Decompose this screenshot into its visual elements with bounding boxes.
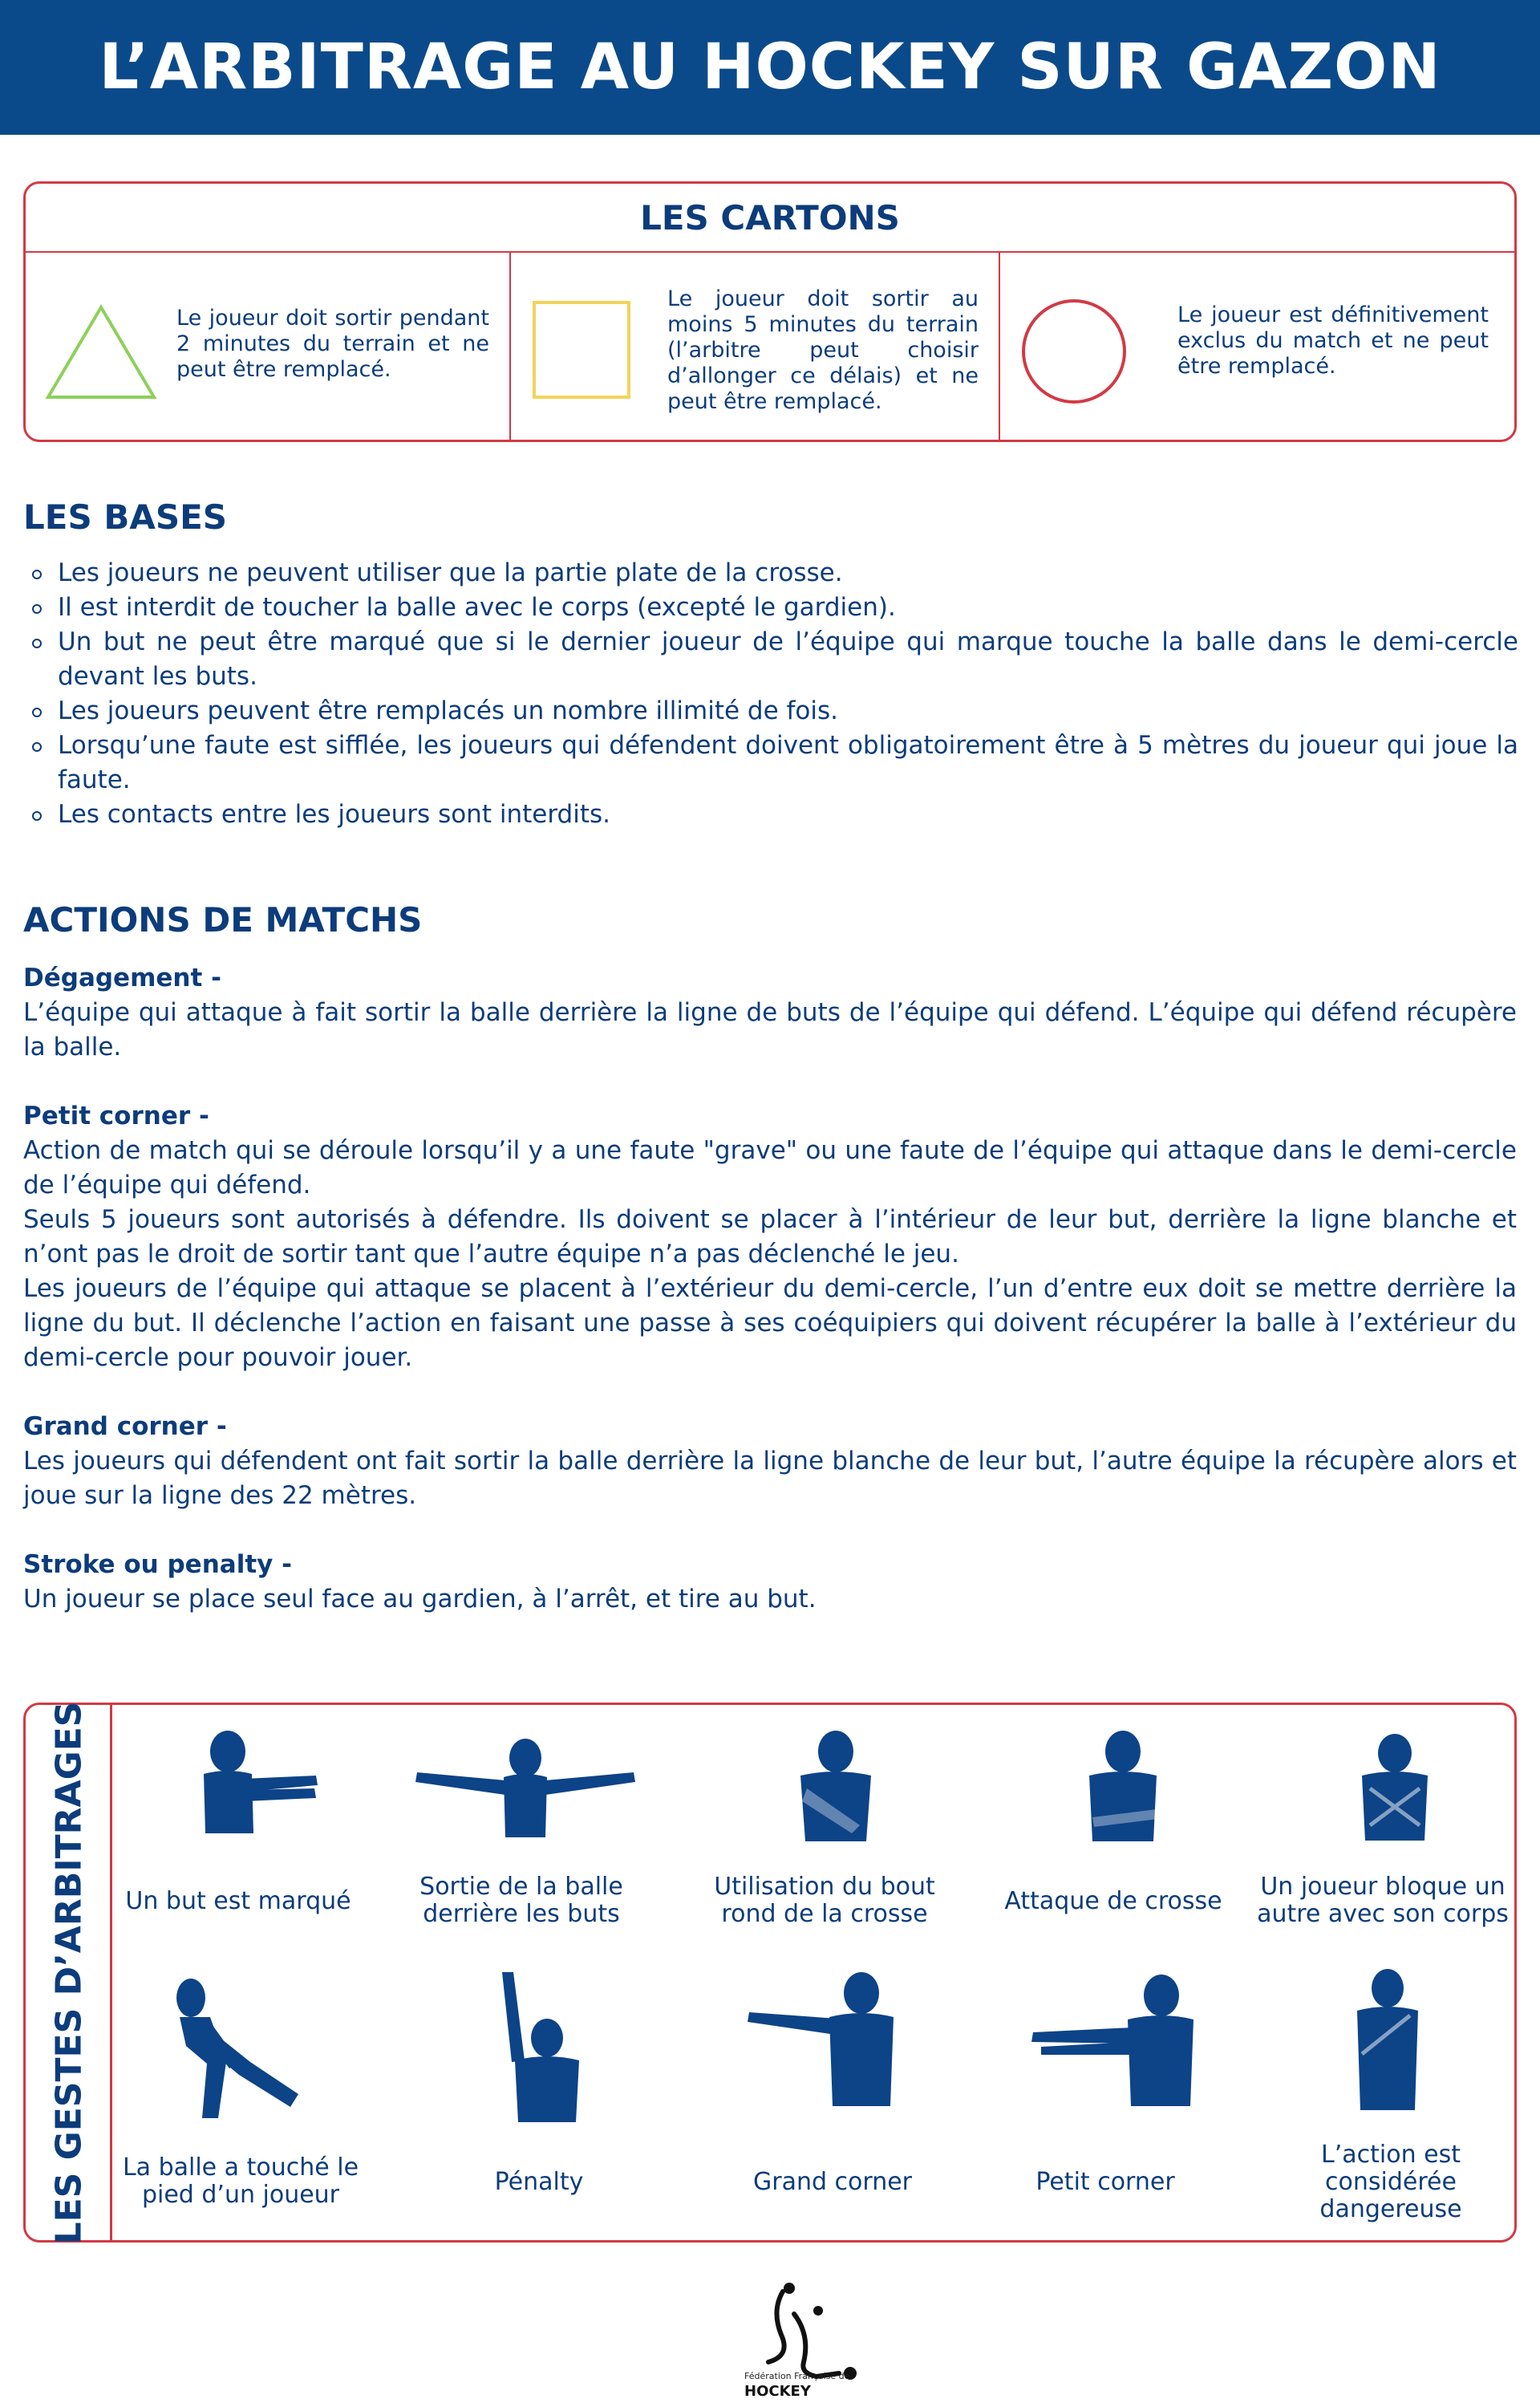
- bases-title: LES BASES: [23, 497, 228, 537]
- gesture-caption: dangereuse: [1319, 2195, 1462, 2223]
- bullet-icon: [32, 811, 42, 821]
- action-petit-corner: Petit corner - Action de match qui se déroule lorsqu’il y a une faute "grave" ou une faute de l’équipe qui attaque dans le demi-cercle de l’équipe qui défend. Seuls 5 joueurs sont autorisés à défendre. Ils doivent se placer à l’intérieur de leur but, derrière la ligne blanche et n’ont pas le droit de sortir tant que l’autre équipe n’a pas déclenché le jeu. Les joueurs de l’équipe qui attaque se placent à l’extérieur du demi-cercle, l’un d’entre eux doit se mettre derrière la ligne du but. Il déclenche l’action en faisant une passe à ses coéquipiers qui doivent récupérer la balle à l’extérieur du demi-cercle pour pouvoir jouer.: [23, 1102, 1517, 1372]
- list-item: Lorsqu’une faute est sifflée, les joueurs qui défendent doivent obligatoirement être à 5 mètres du joueur qui joue la faute.: [30, 729, 1518, 798]
- arms-crossed-low-icon: [1060, 1729, 1181, 1849]
- gesture-caption: derrière les buts: [423, 1900, 620, 1928]
- bullet-icon: [32, 570, 42, 579]
- arms-forward-icon: [164, 1729, 324, 1841]
- red-circle-icon: [1020, 298, 1128, 405]
- gesture-caption: Utilisation du bout: [714, 1873, 935, 1901]
- arm-side-point-icon: [741, 1966, 918, 2118]
- list-item: Les contacts entre les joueurs sont interdits.: [30, 798, 1518, 832]
- gesture-caption: Un joueur bloque un: [1260, 1873, 1506, 1901]
- card-text-yellow: Le joueur doit sortir au moins 5 minutes du terrain (l’arbitre peut choisir d’allonger ce délais) et ne peut être remplacé.: [667, 286, 979, 414]
- list-item: Il est interdit de toucher la balle avec le corps (excepté le gardien).: [30, 591, 1518, 625]
- gesture-caption: rond de la crosse: [721, 1900, 928, 1928]
- card-text-green: Le joueur doit sortir pendant 2 minutes du terrain et ne peut être remplacé.: [176, 306, 489, 382]
- arms-crossed-chest-icon: [1335, 1732, 1455, 1845]
- gestures-side: [26, 1701, 112, 2244]
- list-item: Les joueurs ne peuvent utiliser que la partie plate de la crosse.: [30, 556, 1518, 591]
- action-grand-corner: Grand corner - Les joueurs qui défendent ont fait sortir la balle derrière la ligne blanche de leur but, l’autre équipe la récupère alors et joue sur la ligne des 22 mètres.: [23, 1412, 1517, 1510]
- bullet-icon: [32, 604, 42, 614]
- bullet-icon: [32, 708, 42, 717]
- gesture-caption: pied d’un joueur: [141, 2181, 340, 2209]
- cards-title: LES CARTONS: [26, 184, 1514, 253]
- cards-box: [23, 181, 1517, 442]
- divider: [509, 253, 511, 442]
- bullet-icon: [32, 639, 42, 648]
- arm-raised-icon: [483, 1966, 595, 2126]
- forearm-across-shoulder-icon: [1330, 1966, 1442, 2118]
- action-stroke: Stroke ou penalty - Un joueur se place seul face au gardien, à l’arrêt, et tire au but.: [23, 1550, 817, 1613]
- logo-text: HOCKEY: [744, 2383, 811, 2400]
- bullet-icon: [32, 742, 42, 752]
- gesture-caption: Sortie de la balle: [419, 1873, 623, 1901]
- gestures-box: [23, 1703, 1517, 2243]
- gesture-caption: considérée: [1325, 2168, 1457, 2196]
- actions-title: ACTIONS DE MATCHS: [23, 900, 423, 940]
- gesture-caption: Grand corner: [752, 2168, 913, 2196]
- arm-across-chest-icon: [772, 1729, 900, 1849]
- divider: [999, 253, 1000, 442]
- list-item: Un but ne peut être marqué que si le dernier joueur de l’équipe qui marque touche la balle dans le demi-cercle devant les buts.: [30, 625, 1518, 694]
- bases-list: [30, 556, 1518, 832]
- gesture-caption: La balle a touché le: [122, 2153, 359, 2182]
- action-degagement: Dégagement - L’équipe qui attaque à fait sortir la balle derrière la ligne de buts de l’équipe qui défend. L’équipe qui défend récupère la balle.: [23, 964, 1517, 1061]
- arms-point-forward-icon: [1025, 1970, 1210, 2114]
- page-title: L’ARBITRAGE AU HOCKEY SUR GAZON: [99, 31, 1441, 104]
- gesture-caption: Un but est marqué: [125, 1887, 351, 1915]
- gesture-caption: Petit corner: [1035, 2168, 1175, 2196]
- logo-text: Fédération Française de: [744, 2371, 850, 2381]
- gesture-caption: Pénalty: [494, 2168, 584, 2196]
- gesture-caption: L’action est: [1321, 2141, 1461, 2169]
- gestures-title: LES GESTES D’ARBITRAGES: [48, 1701, 90, 2244]
- list-item: Les joueurs peuvent être remplacés un nombre illimité de fois.: [30, 694, 1518, 729]
- arms-spread-icon: [409, 1737, 642, 1841]
- green-triangle-icon: [43, 301, 159, 404]
- title-banner: [0, 0, 1540, 135]
- gesture-caption: autre avec son corps: [1257, 1900, 1509, 1928]
- hand-on-knee-icon: [162, 1974, 322, 2126]
- card-text-red: Le joueur est définitivement exclus du match et ne peut être remplacé.: [1177, 302, 1489, 379]
- yellow-square-icon: [531, 299, 632, 400]
- gesture-caption: Attaque de crosse: [1004, 1887, 1222, 1915]
